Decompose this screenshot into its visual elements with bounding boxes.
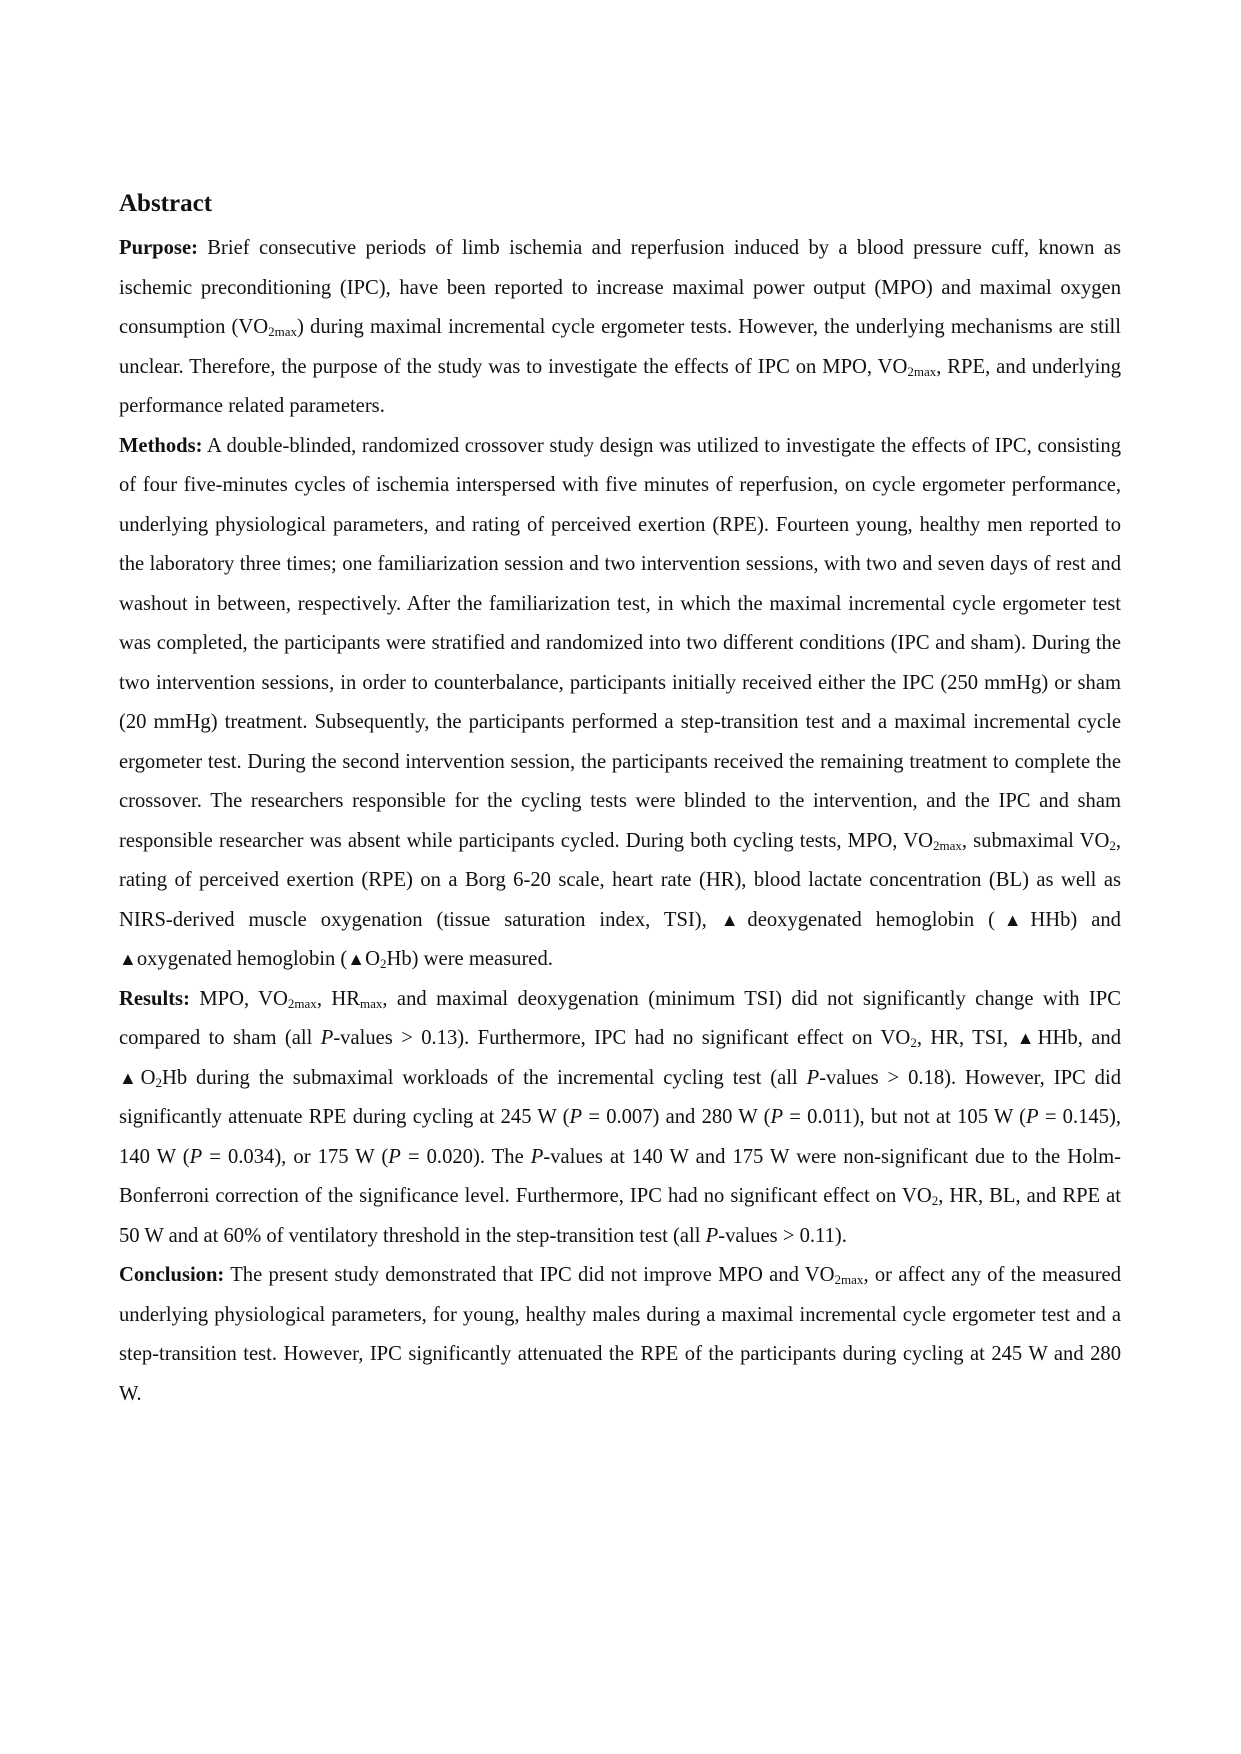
abstract-heading: Abstract xyxy=(119,190,213,217)
delta-triangle-icon: ▲ xyxy=(119,949,137,969)
text-run: , HR xyxy=(316,987,360,1010)
text-run: , and maximal deoxygenation (minimum TSI) did not significantly change with IPC compared to sham (all xyxy=(119,987,1121,1049)
text-run: , RPE, and underlying performance related parameters. xyxy=(119,355,1121,417)
italic-p-symbol: P xyxy=(388,1145,401,1168)
text-run: , or affect any of the measured underlying physiological parameters, for young, healthy males during a maximal incremental cycle ergometer test and a step-transition test. However, IPC significantly attenuated the RPE of the participants during cycling at 245 W and 280 W. xyxy=(119,1264,1121,1405)
italic-p-symbol: P xyxy=(806,1066,820,1089)
text-run: = 0.034), or 175 W ( xyxy=(202,1145,389,1168)
subscript: 2 xyxy=(155,1074,162,1090)
text-run: HHb) and xyxy=(1030,908,1121,931)
text-run: = 0.145), 140 W ( xyxy=(119,1106,1121,1168)
abstract-page xyxy=(119,187,1121,1414)
text-run: O xyxy=(140,1066,156,1089)
text-run: -values > 0.13). Furthermore, IPC had no significant effect on VO xyxy=(333,1027,911,1049)
text-run: HHb, and xyxy=(1037,1027,1121,1049)
subscript: 2max xyxy=(268,324,298,339)
methods-paragraph xyxy=(119,427,1121,980)
purpose-paragraph xyxy=(119,229,1121,427)
results-text xyxy=(119,988,1121,1247)
text-run: -values at 140 W and 175 W were non-significant due to the Holm-Bonferroni correction of the significance level. Furthermore, IPC had no significant effect on VO xyxy=(119,1145,1121,1207)
text-run: , rating of perceived exertion (RPE) on a Borg 6-20 scale, heart rate (HR), blood lactate concentration (BL) as well as NIRS-derived muscle oxygenation (tissue saturation index, TSI), xyxy=(119,829,1122,931)
purpose-label: Purpose: xyxy=(119,237,198,259)
conclusion-label: Conclusion: xyxy=(119,1264,225,1286)
italic-p-symbol: P xyxy=(530,1145,544,1168)
subscript: 2 xyxy=(931,1193,939,1208)
text-run: Hb) were measured. xyxy=(386,948,553,970)
text-run: Hb during the submaximal workloads of the incremental cycling test (all xyxy=(161,1066,807,1089)
text-run: MPO, VO xyxy=(189,987,288,1010)
subscript: 2 xyxy=(380,956,387,971)
text-run: = 0.020). The xyxy=(400,1145,531,1168)
italic-p-symbol: P xyxy=(320,1027,334,1049)
subscript: 2max xyxy=(907,363,937,379)
subscript: max xyxy=(359,995,383,1011)
methods-label: Methods: xyxy=(119,434,203,457)
text-run: , HR, BL, and RPE at 50 W and at 60% of ventilatory threshold in the step-transition test (all xyxy=(119,1185,1121,1247)
subscript: 2 xyxy=(1109,837,1116,853)
italic-p-symbol: P xyxy=(1026,1106,1039,1128)
text-run: deoxygenated hemoglobin ( xyxy=(747,908,995,931)
results-paragraph xyxy=(119,980,1121,1257)
subscript: 2max xyxy=(932,837,962,853)
text-run: -values > 0.11). xyxy=(718,1224,847,1247)
delta-triangle-icon: ▲ xyxy=(347,949,366,969)
text-run: ) during maximal incremental cycle ergometer tests. However, the underlying mechanisms are still unclear. Therefore, the purpose of the study was to investigate the effects of IPC on MPO, VO xyxy=(119,316,1121,378)
text-run: O xyxy=(365,948,380,970)
text-run: -values > 0.18). However, IPC did significantly attenuate RPE during cycling at 245 W ( xyxy=(119,1066,1121,1128)
text-run: = 0.007) and 280 W ( xyxy=(582,1106,771,1128)
italic-p-symbol: P xyxy=(705,1224,719,1247)
methods-text xyxy=(119,435,1121,971)
text-run: A double-blinded, randomized crossover study design was utilized to investigate the effects of IPC, consisting of four five-minutes cycles of ischemia interspersed with five minutes of reperfusion, on cycle ergometer performance, underlying physiological parameters, and rating of perceived exertion (RPE). Fourteen young, healthy men reported to the laboratory three times; one familiarization session and two intervention sessions, with two and seven days of rest and washout in between, respectively. After the familiarization test, in which the maximal incremental cycle ergometer test was completed, the participants were stratified and randomized into two different conditions (IPC and sham). During the two intervention sessions, in order to counterbalance, participants initially received either the IPC (250 mmHg) or sham (20 mmHg) treatment. Subsequently, the participants performed a step-transition test and a maximal incremental cycle ergometer test. During the second intervention session, the participants received the remaining treatment to complete the crossover. The researchers responsible for the cycling tests were blinded to the intervention, and the IPC and sham responsible researcher was absent while participants cycled. During both cycling tests, MPO, VO xyxy=(119,434,1121,852)
subscript: 2max xyxy=(834,1272,864,1287)
subscript: 2max xyxy=(287,995,317,1011)
text-run: The present study demonstrated that IPC did not improve MPO and VO xyxy=(224,1264,835,1286)
italic-p-symbol: P xyxy=(770,1106,784,1128)
subscript: 2 xyxy=(910,1035,917,1050)
text-run: = 0.011), but not at 105 W ( xyxy=(783,1106,1026,1128)
conclusion-text xyxy=(119,1264,1121,1405)
delta-triangle-icon: ▲ xyxy=(119,1067,141,1088)
italic-p-symbol: P xyxy=(569,1106,583,1128)
delta-triangle-icon: ▲ xyxy=(994,909,1031,930)
conclusion-paragraph xyxy=(119,1256,1121,1414)
results-label: Results: xyxy=(119,987,190,1010)
text-run: , HR, TSI, xyxy=(916,1027,1017,1049)
delta-triangle-icon: ▲ xyxy=(720,909,748,930)
purpose-text xyxy=(119,237,1121,417)
delta-triangle-icon: ▲ xyxy=(1016,1028,1038,1048)
italic-p-symbol: P xyxy=(189,1145,203,1168)
text-run: oxygenated hemoglobin ( xyxy=(136,948,348,970)
text-run: , submaximal VO xyxy=(961,829,1110,852)
text-run: Brief consecutive periods of limb ischemia and reperfusion induced by a blood pressure cuff, known as ischemic preconditioning (IPC), have been reported to increase maximal power output (MPO) and maximal oxygen consumption (VO xyxy=(119,237,1121,338)
